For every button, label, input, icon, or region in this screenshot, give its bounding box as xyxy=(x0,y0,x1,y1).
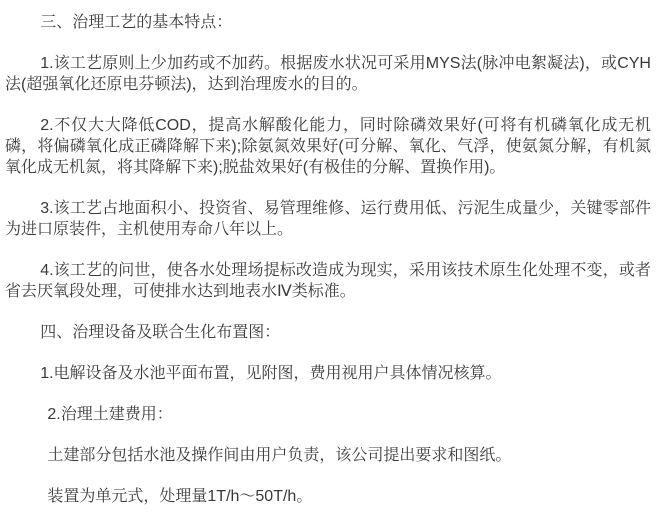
paragraph: 1.该工艺原则上少加药或不加药。根据废水状况可采用MYS法(脉冲电絮凝法)，或CYH法(超强氧化还原电芬顿法)，达到治理废水的目的。 xyxy=(5,55,651,93)
paragraph: 装置为单元式，处理量1T/h～50T/h。 xyxy=(47,488,313,505)
document-body xyxy=(5,12,651,507)
section-heading: 三、治理工艺的基本特点： xyxy=(40,14,233,31)
section-heading: 四、治理设备及联合生化布置图： xyxy=(40,324,281,341)
paragraph: 1.电解设备及水池平面布置，见附图，费用视用户具体情况核算。 xyxy=(40,365,502,382)
paragraph: 4.该工艺的问世，使各水处理场提标改造成为现实，采用该技术原生化处理不变，或者省去厌氧段处理，可使排水达到地表水Ⅳ类标准。 xyxy=(5,262,651,300)
paragraph: 2.治理土建费用： xyxy=(47,406,173,423)
paragraph: 3.该工艺占地面积小、投资省、易管理维修、运行费用低、污泥生成量少，关键零部件为进口原装件，主机使用寿命八年以上。 xyxy=(5,200,651,238)
paragraph: 土建部分包括水池及操作间由用户负责，该公司提出要求和图纸。 xyxy=(47,447,512,464)
paragraph: 2.不仅大大降低COD，提高水解酸化能力，同时除磷效果好(可将有机磷氧化成无机磷，将偏磷氧化成正磷降解下来);除氨氮效果好(可分解、氧化、气浮，使氨氮分解，有机氮氧化成无机氮，将其降解下来);脱盐效果好(有极佳的分解、置换作用)。 xyxy=(5,117,651,176)
